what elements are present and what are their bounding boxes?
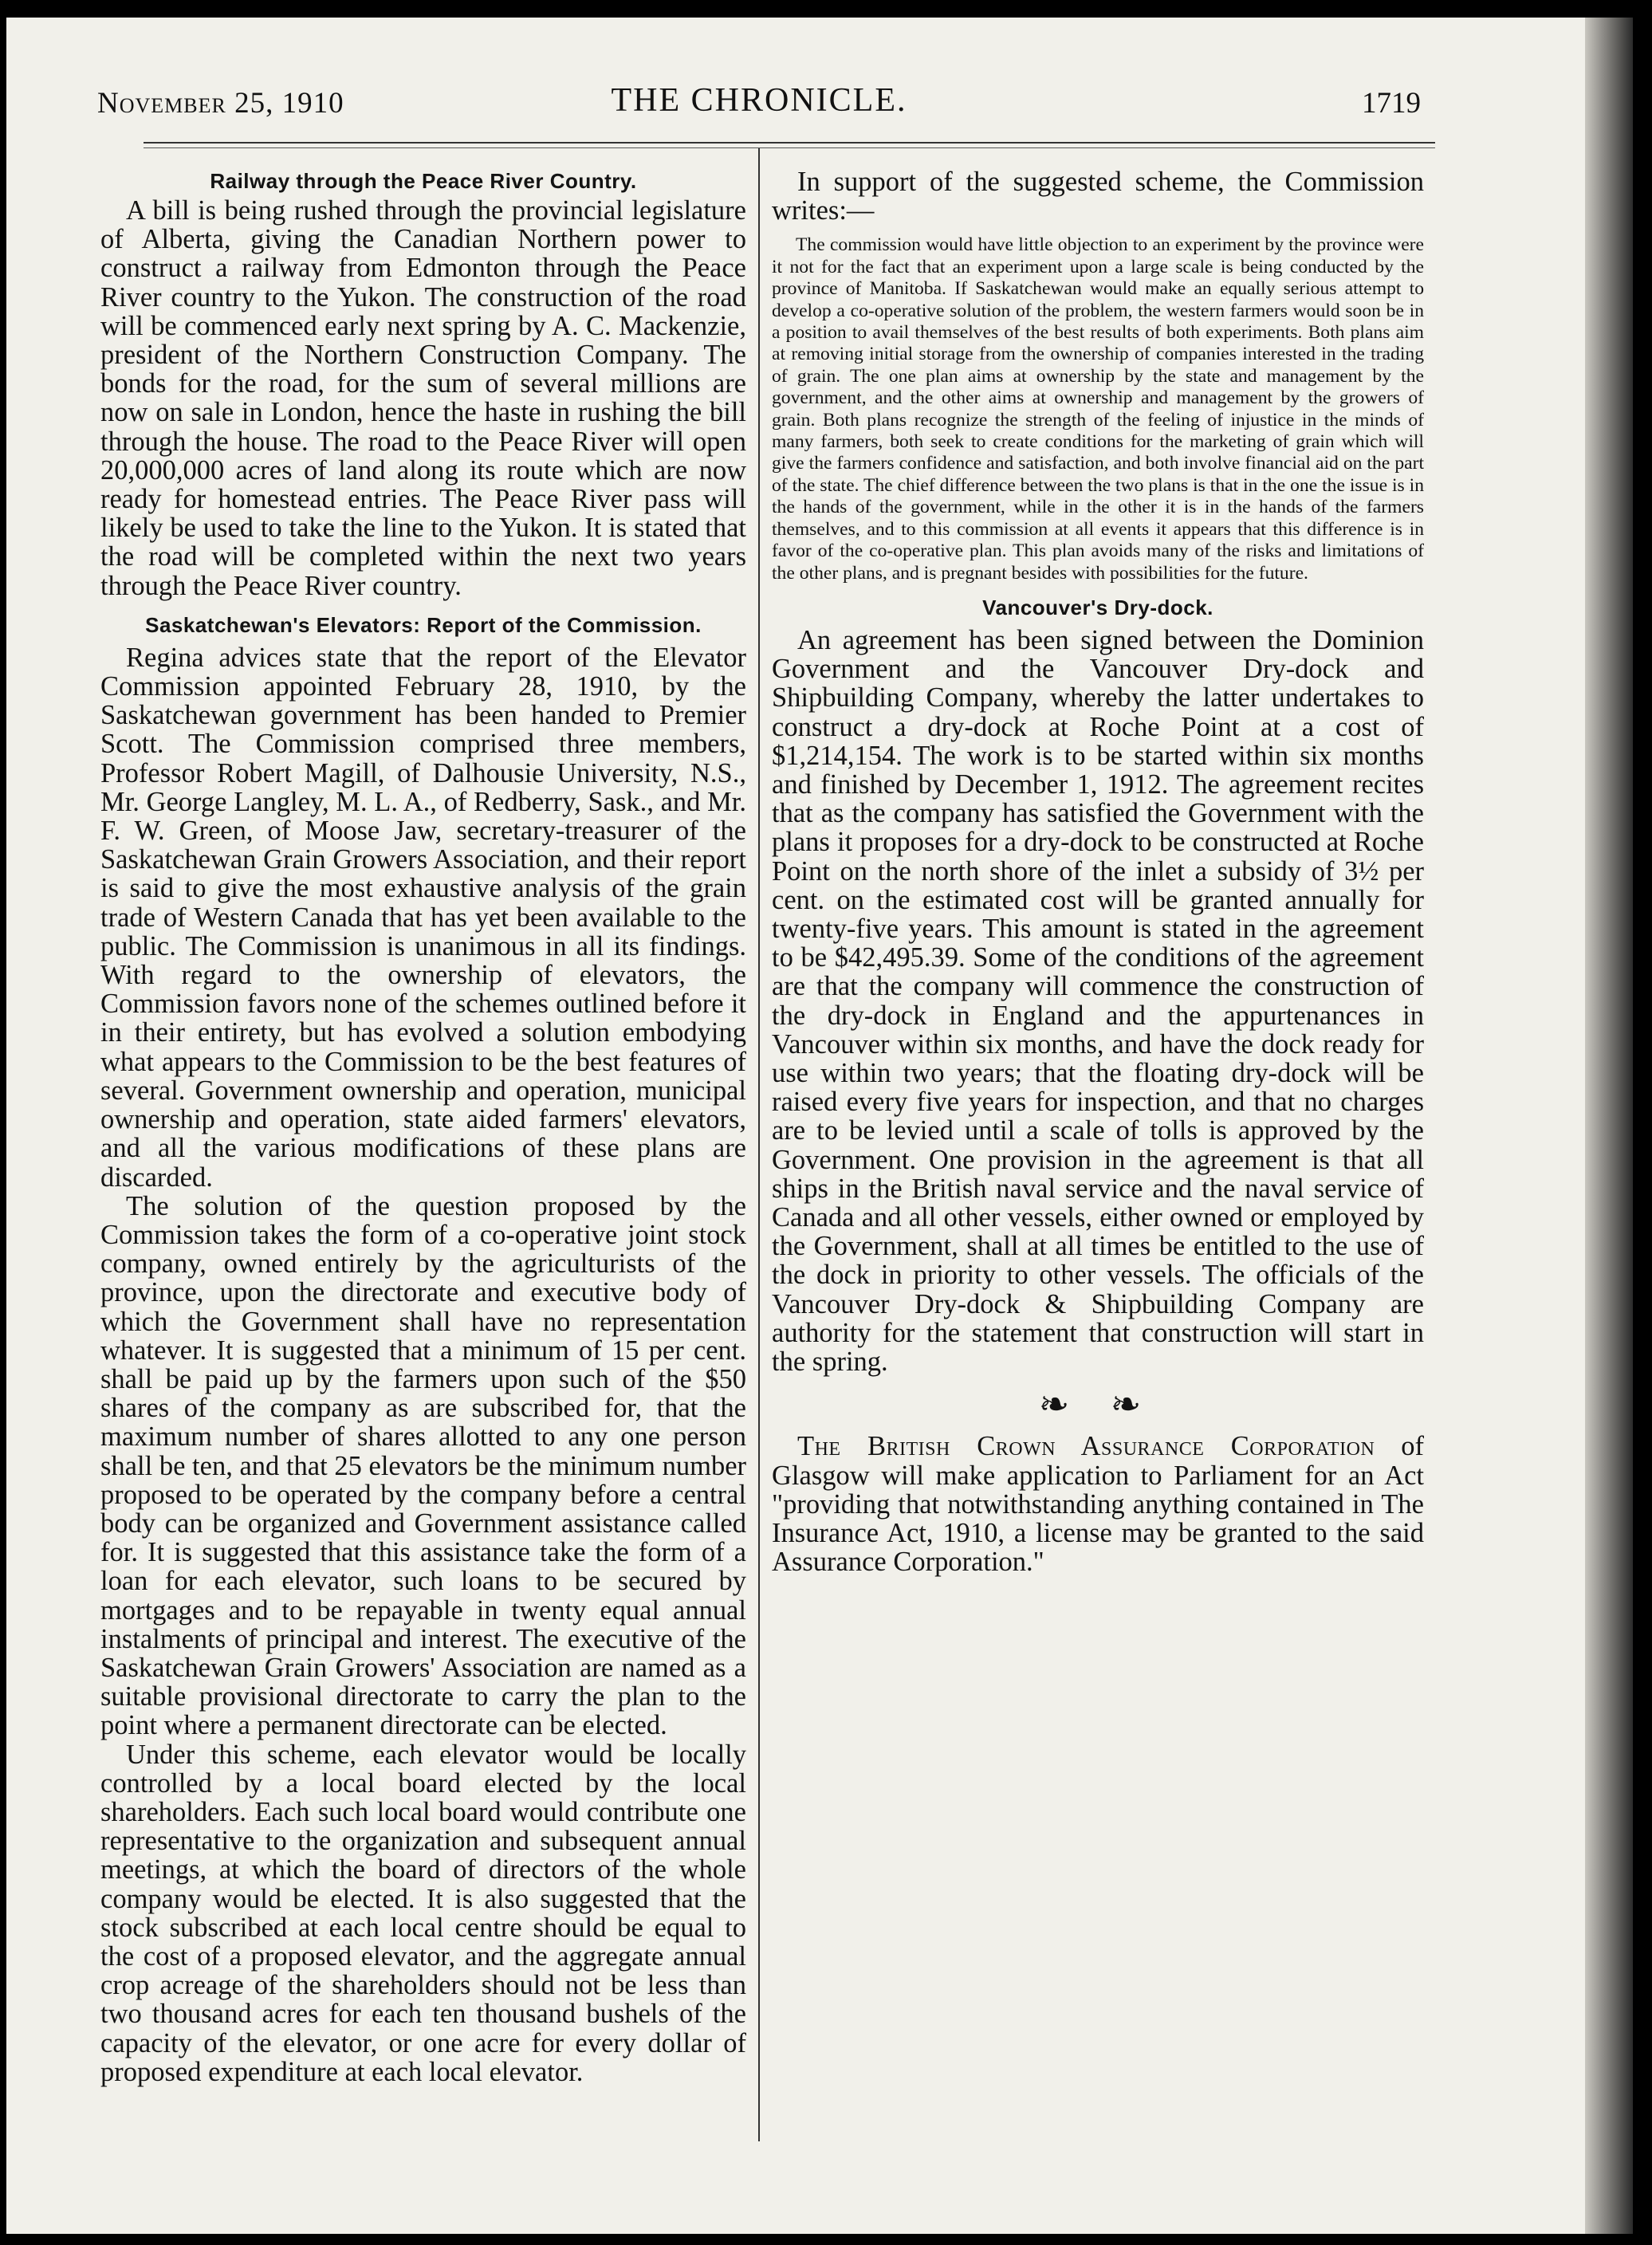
page-number: 1719 [1362,87,1421,120]
elevators-heading: Saskatchewan's Elevators: Report of the Commission. [145,612,702,637]
issue-date: November 25, 1910 [97,87,344,120]
assurance-paragraph [772,1432,1424,1576]
drydock-heading: Vancouver's Dry-dock. [982,595,1213,619]
section-ornament: ❧ ❧ [1038,1384,1158,1425]
page-binding-edge [1585,18,1633,2234]
column-divider [758,148,760,2141]
header-rule [144,142,1435,148]
railway-heading: Railway through the Peace River Country. [210,169,637,193]
assurance-lead: The British Crown Assurance Corporation [797,1431,1375,1462]
elevators-paragraph-3: Under this scheme, each elevator would be locally controlled by a local board elected by the local shareholders. Each such local board would contribute one representative to the organization and subsequent annual meetings, at which the board of directors of the whole company would be elected. It is also suggested that the stock subscribed at each local centre should be equal to the cost of a proposed elevator, and the aggregate annual crop acreage of the shareholders should not be less than two thousand acres for each ten thousand bushels of the capacity of the elevator, or one acre for every dollar of proposed expenditure at each local elevator. [100,1739,746,2087]
publication-title: THE CHRONICLE. [611,82,907,119]
commission-quote-text: The commission would have little objection to an experiment by the province were it not for the fact that an experiment upon a large scale is being conducted by the province of Manitoba. If Saskatchewan would make an equally serious attempt to develop a co-operative solution of the problem, the western farmers would soon be in a position to avail themselves of the best results of both experiments. Both plans aim at removing initial storage from the ownership of companies interested in the trading of grain. The one plan aims at ownership by the state and management by the government, and the other aims at ownership and management by the growers of grain. Both plans recognize the strength of the feeling of injustice in the minds of many farmers, both seek to create conditions for the marketing of grain which will give the farmers confidence and satisfaction, and both involve financial aid on the part of the state. The chief difference between the two plans is that in the one the issue is in the hands of the government, while in the other it is in the hands of the farmers themselves, and to this commission at all events it appears that this difference is in favor of the co-operative plan. This plan avoids many of the risks and limitations of the other plans, and is pregnant besides with possibilities for the future. [772,234,1424,584]
left-column [100,167,746,2086]
elevators-paragraph-1: Regina advices state that the report of the Elevator Commission appointed February 28, 1910, by the Saskatchewan government has been handed to Premier Scott. The Commission comprised three members, Professor Robert Magill, of Dalhousie University, N.S., Mr. George Langley, M. L. A., of Redberry, Sask., and Mr. F. W. Green, of Moose Jaw, secretary-treasurer of the Saskatchewan Grain Growers Association, and their report is said to give the most exhaustive analysis of the grain trade of Western Canada that has yet been available to the public. The Commission is unanimous in all its findings. With regard to the ownership of elevators, the Commission favors none of the schemes outlined before it in their entirety, but has evolved a solution embodying what appears to the Commission to be the best features of several. Government ownership and operation, municipal ownership and operation, state aided farmers' elevators, and all the various modifications of these plans are discarded. [100,642,746,1193]
right-column [772,167,1424,1576]
elevators-paragraph-4: In support of the suggested scheme, the Commission writes:— [772,167,1424,226]
drydock-paragraph: An agreement has been signed between the Dominion Government and the Vancouver Dry-dock and Shipbuilding Company, whereby the latter undertakes to construct a dry-dock at Roche Point at a cost of $1,214,154. The work is to be started within six months and finished by December 1, 1912. The agreement recites that as the company has satisfied the Government with the plans it proposes for a dry-dock to be constructed at Roche Point on the north shore of the inlet a subsidy of 3½ per cent. on the estimated cost will be granted annually for twenty-five years. This amount is stated in the agreement to be $42,495.39. Some of the conditions of the agreement are that the company will commence the construction of the dry-dock in England and the appurtenances in Vancouver within six months, and have the dock ready for use within two years; that the floating dry-dock will be raised every five years for inspection, and that no charges are to be levied until a scale of tolls is approved by the Government. One provision in the agreement is that all ships in the British naval service and the naval service of Canada and all other vessels, either owned or employed by the Government, shall at all times be entitled to the use of the dock in priority to other vessels. The officials of the Vancouver Dry-dock & Shipbuilding Company are authority for the statement that construction will start in the spring. [772,624,1424,1377]
assurance-text: of Glasgow will make application to Parliament for an Act "providing that notwithstanding anything contained in The Insurance Act, 1910, a license may be granted to the said Assurance Corporation." [772,1431,1424,1578]
elevators-paragraph-2: The solution of the question proposed by the Commission takes the form of a co-operative joint stock company, owned entirely by the agriculturists of the province, upon the directorate and executive body of which the Government shall have no representation whatever. It is suggested that a minimum of 15 per cent. shall be paid up by the farmers upon such of the $50 shares of the company as are subscribed for, that the maximum number of shares allotted to any one person shall be ten, and that 25 elevators be the minimum number proposed to be operated by the company before a central body can be organized and Government assistance called for. It is suggested that this assistance take the form of a loan for each elevator, such loans to be secured by mortgages and to be repayable in twenty equal annual instalments of principal and interest. The executive of the Saskatchewan Grain Growers' Association are named as a suitable provisional directorate to carry the plan to the point where a permanent directorate can be elected. [100,1190,746,1741]
railway-paragraph: A bill is being rushed through the provincial legislature of Alberta, giving the Canadian Northern power to construct a railway from Edmonton through the Peace River country to the Yukon. The construction of the road will be commenced early next spring by A. C. Mackenzie, president of the Northern Construction Company. The bonds for the road, for the sum of several millions are now on sale in London, hence the haste in rushing the bill through the house. The road to the Peace River will open 20,000,000 acres of land along its route which are now ready for homestead entries. The Peace River pass will likely be used to take the line to the Yukon. It is stated that the road will be completed within the next two years through the Peace River country. [100,195,746,601]
commission-quote [772,234,1424,584]
page-header [97,81,1421,129]
